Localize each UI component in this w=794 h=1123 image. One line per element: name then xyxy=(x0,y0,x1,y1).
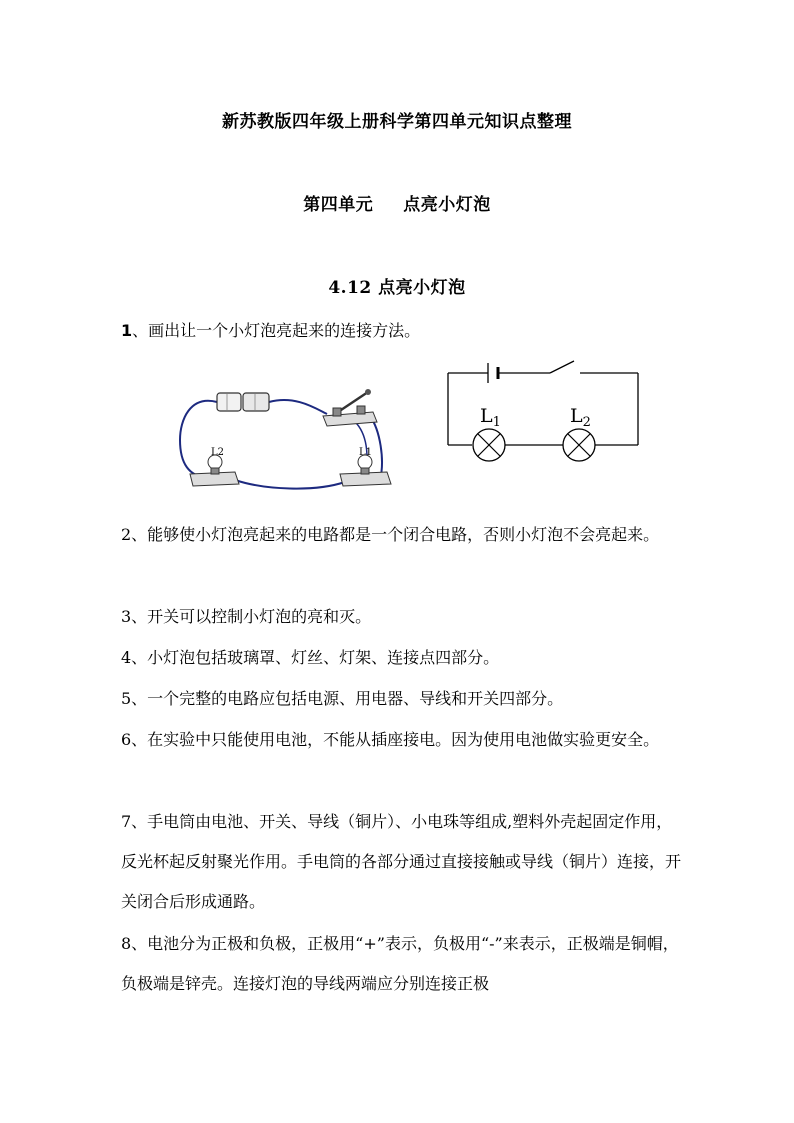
question-1 xyxy=(121,311,681,351)
switch-lever xyxy=(550,361,574,373)
unit-heading xyxy=(0,190,794,215)
point-5: 5、一个完整的电路应包括电源、用电器、导线和开关四部分。 xyxy=(121,689,564,708)
bulb-holder-right-icon xyxy=(340,455,391,486)
point-6: 6、在实验中只能使用电池，不能从插座接电。因为使用电池做实验更安全。 xyxy=(121,730,660,749)
bulb-left-label: L2 xyxy=(211,447,225,458)
circuit-photo-illustration xyxy=(175,380,405,500)
circuit-schematic xyxy=(440,355,650,465)
schematic-l1-label: $L_1$ xyxy=(480,405,501,430)
lesson-heading: 4.12 点亮小灯泡 xyxy=(328,278,466,298)
question-1-number: 1 xyxy=(121,321,133,340)
point-2: 2、能够使小灯泡亮起来的电路都是一个闭合电路，否则小灯泡不会亮起来。 xyxy=(121,525,660,544)
battery-icon xyxy=(217,393,269,411)
lamp-l2-icon xyxy=(563,429,595,461)
point-7: 7、手电筒由电池、开关、导线（铜片）、小电珠等组成,塑料外壳起固定作用，反光杯起反射聚光作用。手电筒的各部分通过直接接触或导线（铜片）连接，开关闭合后形成通路。 xyxy=(121,812,682,911)
point-4: 4、小灯泡包括玻璃罩、灯丝、灯架、连接点四部分。 xyxy=(121,648,500,667)
question-1-text: 、画出让一个小灯泡亮起来的连接方法。 xyxy=(132,321,421,340)
wire-bottom xyxy=(235,480,345,489)
document-title: 新苏教版四年级上册科学第四单元知识点整理 xyxy=(222,112,572,132)
bulb-holder-left-icon xyxy=(190,455,239,486)
bulb-right-label: L1 xyxy=(359,447,373,458)
unit-label: 第四单元 xyxy=(303,195,374,215)
switch-icon xyxy=(323,389,377,426)
point-3: 3、开关可以控制小灯泡的亮和灭。 xyxy=(121,607,372,626)
unit-name: 点亮小灯泡 xyxy=(403,195,491,215)
schematic-l2-label: $L_2$ xyxy=(570,405,591,430)
point-8: 8、电池分为正极和负极，正极用“+”表示，负极用“-”来表示，正极端是铜帽，负极端是锌壳。连接灯泡的导线两端应分别连接正极 xyxy=(121,934,679,993)
lamp-l1-icon xyxy=(473,429,505,461)
wire-top xyxy=(269,400,327,414)
